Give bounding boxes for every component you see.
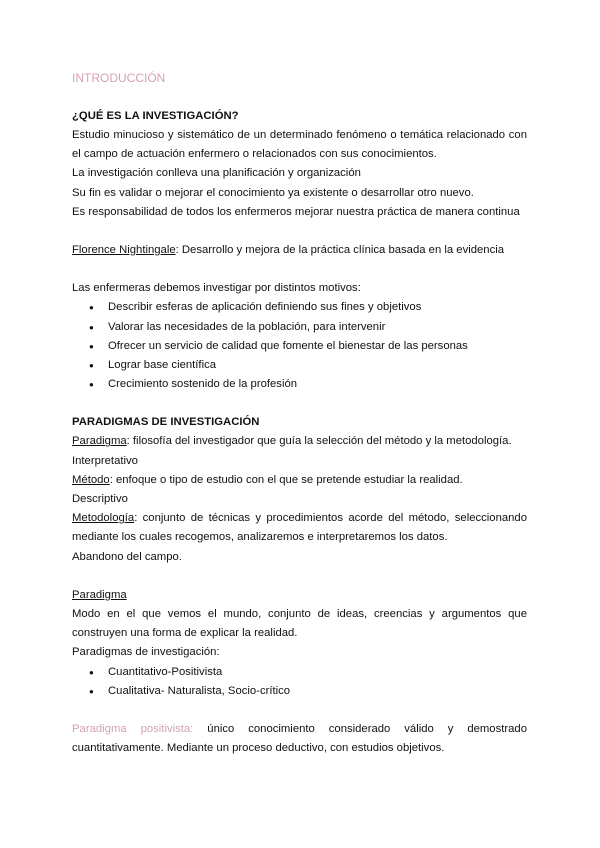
list-item: ● Cualitativa- Naturalista, Socio-crítico [72,682,527,701]
motives-list [72,298,527,394]
list-item: ● Cuantitativo-Positivista [72,663,527,682]
section-heading-paradigmas: PARADIGMAS DE INVESTIGACIÓN [72,416,260,429]
metodo-definition: : enfoque o tipo de estudio con el que se pretende estudiar la realidad. [109,473,463,486]
paragraph-definition: Estudio minucioso y sistemático de un determinado fenómeno o temática relacionado con el campo de actuación enfermero o relacionados con sus conocimientos. [72,129,527,161]
paragraph-positivista [72,720,527,758]
term-metodologia: Metodología [72,512,135,525]
paradigm-types-list [72,663,527,701]
subheading-paradigma: Paradigma [72,588,127,601]
metodologia-definition: : conjunto de técnicas y procedimientos acorde del método, seleccionando mediante los cuales recogemos, analizaremos e interpretaremos los datos. [72,512,527,544]
paradigma-definition: : filosofía del investigador que guía la selección del método y la metodología. [126,435,512,448]
paradigma-example: Interpretativo [72,454,138,467]
paragraph-purpose: Su fin es validar o mejorar el conocimiento ya existente o desarrollar otro nuevo. [72,186,474,199]
list-item: ● Crecimiento sostenido de la profesión [72,375,527,394]
paragraph-metodo-def [72,471,527,490]
term-positivista: Paradigma positivista: [72,723,194,736]
term-paradigma: Paradigma [72,435,127,448]
florence-name: Florence Nightingale [72,244,176,257]
document-content [72,68,527,758]
florence-text: : Desarrollo y mejora de la práctica clínica basada en la evidencia [175,244,505,257]
list-item: ● Describir esferas de aplicación definiendo sus fines y objetivos [72,298,527,317]
metodo-example: Descriptivo [72,493,128,506]
metodologia-example: Abandono del campo. [72,550,182,563]
paragraph-metodologia-def [72,509,527,547]
list-item: ● Lograr base científica [72,356,527,375]
positivista-definition: único conocimiento considerado válido y demostrado cuantitativamente. Mediante un proceso deductivo, con estudios objetivos. [72,723,527,755]
list-item: ● Valorar las necesidades de la población, para intervenir [72,318,527,337]
paragraph-paradigma-def [72,432,527,451]
paragraph-paradigma-explained: Modo en el que vemos el mundo, conjunto de ideas, creencias y argumentos que construyen una forma de explicar la realidad. [72,608,527,640]
paragraph-florence [72,241,527,260]
section-heading-investigacion: ¿QUÉ ES LA INVESTIGACIÓN? [72,110,239,122]
paragraph-planning: La investigación conlleva una planificación y organización [72,167,361,180]
term-metodo: Método [72,473,110,486]
paragraph-responsibility: Es responsabilidad de todos los enfermeros mejorar nuestra práctica de manera continua [72,205,520,218]
page-title: INTRODUCCIÓN [72,71,166,85]
paradigm-types-intro: Paradigmas de investigación: [72,646,220,659]
list-item: ● Ofrecer un servicio de calidad que fomente el bienestar de las personas [72,337,527,356]
motives-intro: Las enfermeras debemos investigar por distintos motivos: [72,282,361,295]
